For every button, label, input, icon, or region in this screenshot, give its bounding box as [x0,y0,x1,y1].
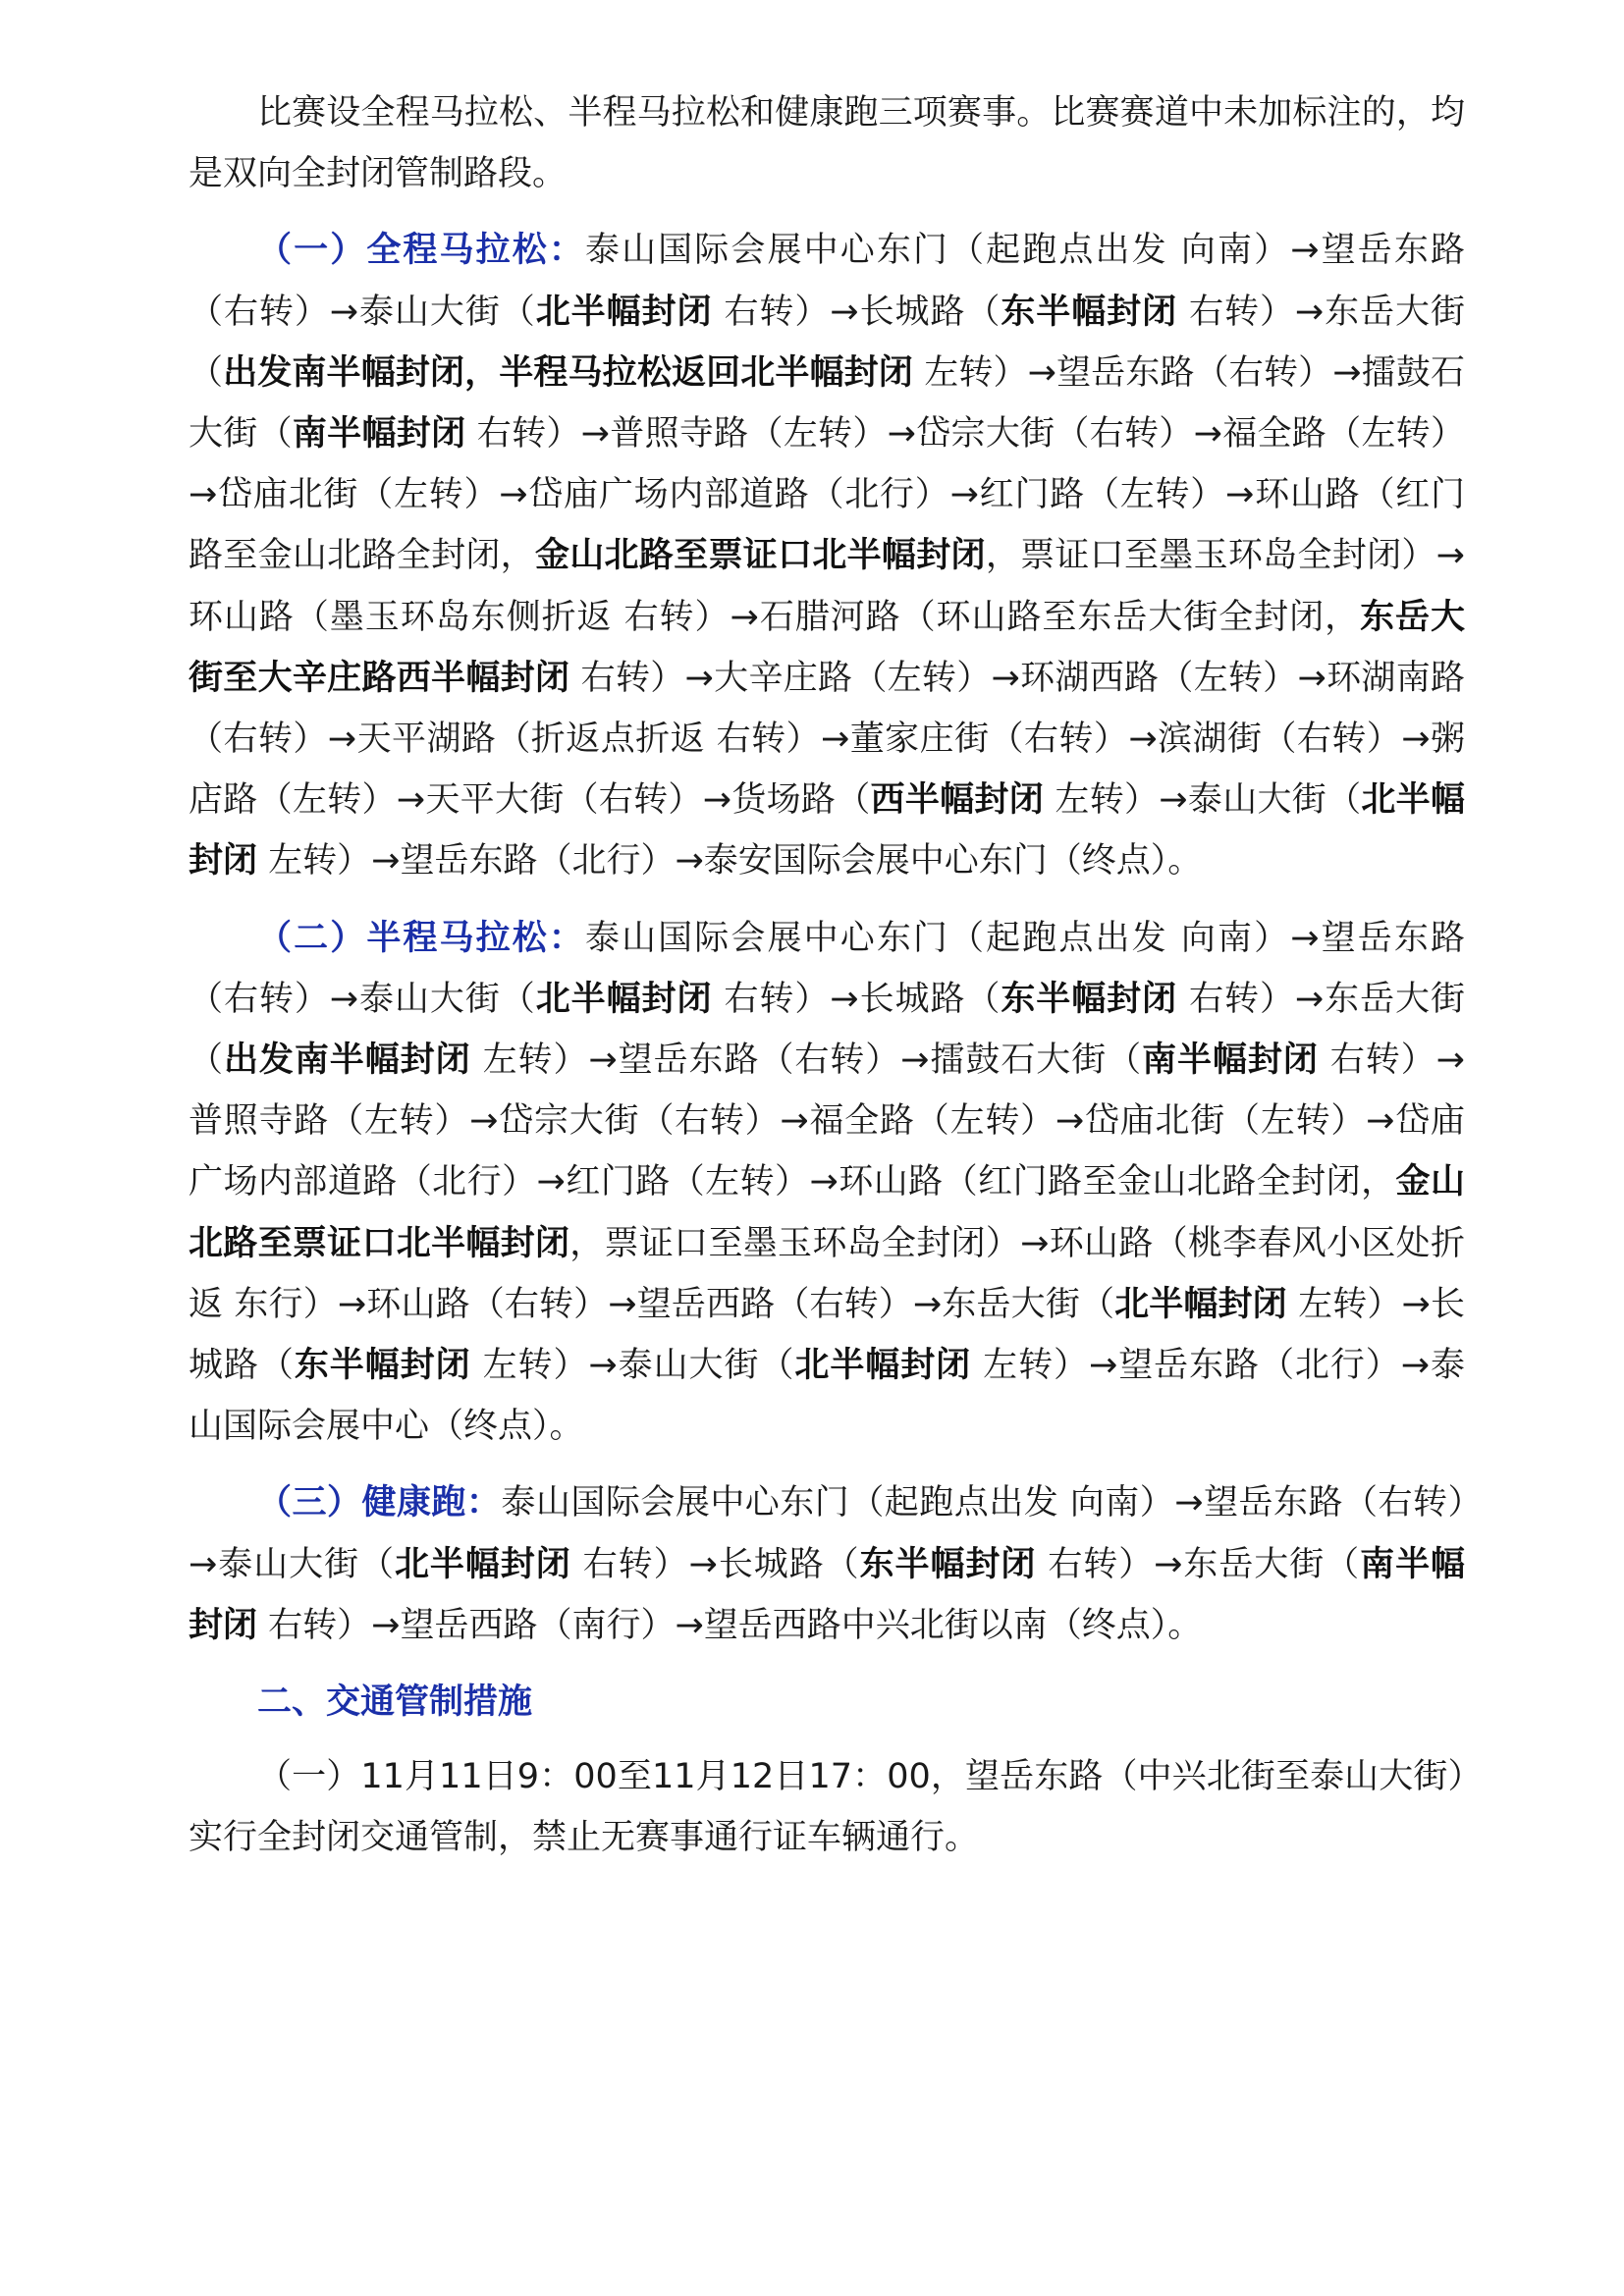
route-segment: ，票证口至墨玉环岛全封闭）→环山路（桃李春风小区处折返 东行）→环山路（右转）→望岳西路（右转）→东岳大街（ [189,1223,1465,1324]
route-segment: 左转）→泰山大街（ [1044,780,1362,821]
route-segment: 右转）→东岳大街（ [1036,1544,1361,1584]
closure-note-bold: 出发南半幅封闭，半程马拉松返回北半幅封闭 [223,352,913,393]
intro-paragraph: 比赛设全程马拉松、半程马拉松和健康跑三项赛事。比赛赛道中未加标注的，均是双向全封闭管制路段。 [189,93,1465,194]
closure-note-bold: 出发南半幅封闭 [223,1041,471,1081]
route-segment: 右转）→东岳大街（ [189,979,1465,1081]
route-segment: 右转）→长城路（ [712,292,1001,332]
closure-note-bold: 南半幅封闭 [189,1544,1466,1645]
section-half-marathon [189,908,1465,1458]
route-segment: 泰山国际会展中心东门（起跑点出发 向南）→望岳东路（右转）→泰山大街（ [189,231,1465,332]
closure-note-bold: 西半幅封闭 [870,780,1044,821]
closure-note-bold: 南半幅封闭 [1142,1041,1319,1081]
closure-note-bold: 北半幅封闭 [394,1544,571,1584]
document-page [189,82,1465,1869]
section-heading-traffic-control: 二、交通管制措施 [257,1682,533,1723]
route-segment: 右转）→大辛庄路（左转）→环湖西路（左转）→环湖南路（右转）→天平湖路（折返点折返 右转）→董家庄街（右转）→滨湖街（右转）→粥店路（左转）→天平大街（右转）→货场路（ [189,658,1465,821]
route-segment: 右转）→长城路（ [712,979,1001,1019]
route-segment: 左转）→望岳东路（右转）→擂鼓石大街（ [189,352,1465,454]
route-segment: 左转）→望岳东路（北行）→泰安国际会展中心东门（终点）。 [257,841,1203,881]
route-segment: 右转）→望岳西路（南行）→望岳西路中兴北街以南（终点）。 [257,1605,1203,1645]
route-segment: 左转）→望岳东路（右转）→擂鼓石大街（ [470,1041,1143,1081]
section-label: （一）全程马拉松： [257,231,585,271]
closure-note-bold: 东半幅封闭 [1001,979,1178,1019]
route-segment: 右转）→普照寺路（左转）→岱宗大街（右转）→福全路（左转）→岱庙北街（左转）→岱庙广场内部道路（北行）→红门路（左转）→环山路（红门路至金山北路全封闭， [189,414,1465,576]
route-segment: 泰山国际会展中心东门（起跑点出发 向南）→望岳东路（右转）→泰山大街（ [189,918,1465,1019]
closure-note-bold: 金山北路至票证口北半幅封闭 [534,536,986,576]
route-text [189,919,1465,1447]
closure-note-bold: 东半幅封闭 [859,1544,1037,1584]
closure-note-bold: 北半幅封闭 [794,1346,972,1386]
closure-note-bold: 北半幅封闭 [189,780,1465,881]
route-segment: 右转）→东岳大街（ [189,292,1465,393]
route-text [189,231,1465,881]
route-segment: 右转）→普照寺路（左转）→岱宗大街（右转）→福全路（左转）→岱庙北街（左转）→岱庙广场内部道路（北行）→红门路（左转）→环山路（红门路至金山北路全封闭， [189,1041,1465,1202]
closure-note-bold: 南半幅封闭 [292,414,466,454]
route-segment: 左转）→望岳东路（北行）→泰山国际会展中心（终点）。 [189,1346,1465,1447]
route-segment: 左转）→长城路（ [189,1284,1465,1386]
section-label: （二）半程马拉松： [257,918,585,958]
closure-note-bold: 东半幅封闭 [1001,292,1178,332]
closure-note-bold: 东半幅封闭 [294,1346,471,1386]
section-health-run [189,1472,1465,1656]
route-segment: ，票证口至墨玉环岛全封闭）→环山路（墨玉环岛东侧折返 右转）→石腊河路（环山路至东岳大街全封闭， [189,536,1465,637]
closure-note-bold: 北半幅封闭 [535,292,713,332]
route-segment: 左转）→泰山大街（ [470,1346,795,1386]
route-segment: 泰山国际会展中心东门（起跑点出发 向南）→望岳东路（右转）→泰山大街（ [189,1483,1465,1584]
measure-paragraph-1: （一）11月11日9：00至11月12日17：00，望岳东路（中兴北街至泰山大街）实行全封闭交通管制，禁止无赛事通行证车辆通行。 [189,1757,1465,1858]
route-segment: 右转）→长城路（ [570,1544,860,1584]
section-full-marathon [189,220,1465,891]
section-label: （三）健康跑： [257,1483,502,1523]
closure-note-bold: 金山北路至票证口北半幅封闭 [189,1162,1465,1263]
closure-note-bold: 北半幅封闭 [535,979,713,1019]
closure-note-bold: 北半幅封闭 [1114,1284,1287,1324]
closure-note-bold: 东岳大街至大辛庄路西半幅封闭 [189,597,1465,698]
